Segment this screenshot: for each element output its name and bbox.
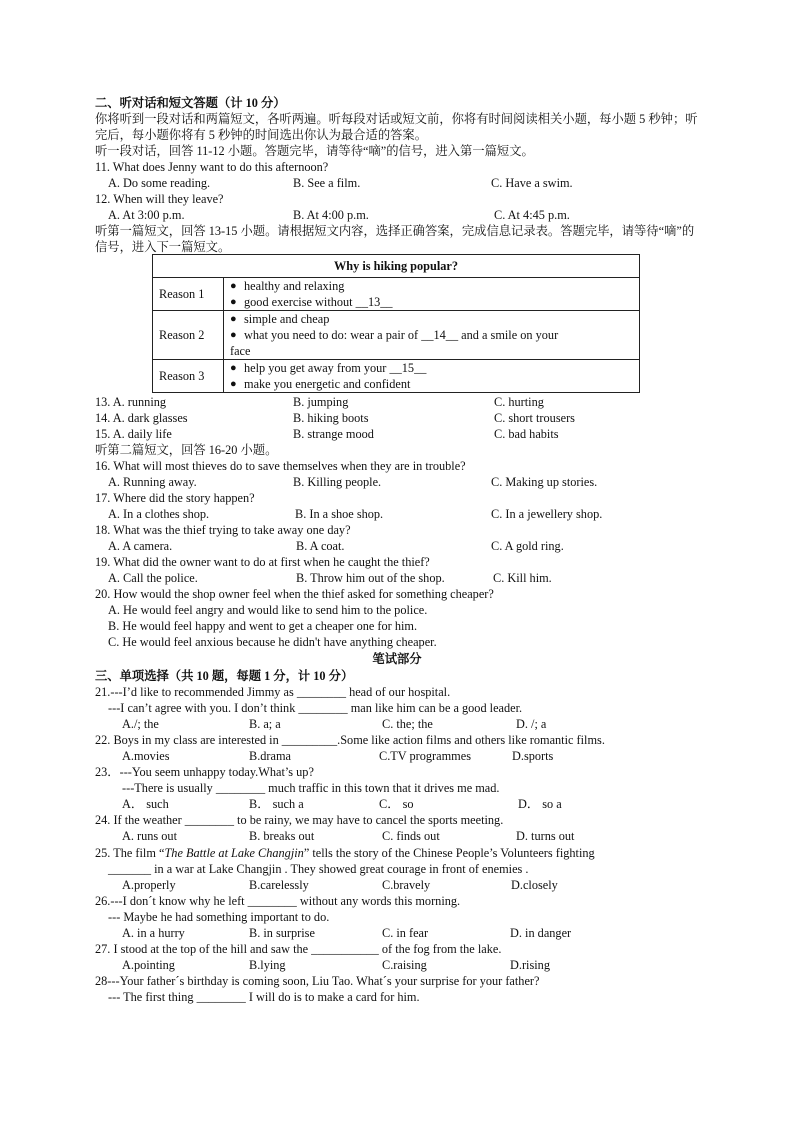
option-23c: C． so (379, 797, 414, 811)
option-13a: 13. A. running (95, 395, 167, 409)
option-21c: C. the; the (382, 717, 433, 731)
option-26d: D. in danger (510, 926, 572, 940)
option-19c: C. Kill him. (493, 571, 552, 585)
option-27d: D.rising (510, 958, 550, 972)
option-27c: C.raising (382, 958, 427, 972)
option-22b: B.drama (249, 749, 292, 763)
bullet-item: ● help you get away from your __15__ (230, 360, 633, 376)
part1-instruction: 听一段对话，回答 11-12 小题。答题完毕，请等待“嘀”的信号，进入第一篇短文。 (95, 144, 534, 158)
question-28-line2: --- The first thing ________ I will do is to make a card for him. (108, 990, 420, 1004)
option-20a: A. He would feel angry and would like to send him to the police. (108, 603, 428, 617)
question-11: 11. What does Jenny want to do this afternoon? (95, 160, 329, 174)
option-18c: C. A gold ring. (491, 539, 564, 553)
option-18b: B. A coat. (296, 539, 345, 553)
question-17: 17. Where did the story happen? (95, 491, 255, 505)
option-15c: C. bad habits (494, 427, 559, 441)
option-25d: D.closely (511, 878, 558, 892)
option-21a: A./; the (122, 717, 159, 731)
question-25-post: ” tells the story of the Chinese People’s Volunteers fighting (303, 846, 595, 860)
question-25-line2: _______ in a war at Lake Changjin . They showed great courage in front of enemies . (108, 862, 529, 876)
option-14c: C. short trousers (494, 411, 575, 425)
option-13c: C. hurting (494, 395, 544, 409)
question-16: 16. What will most thieves do to save themselves when they are in trouble? (95, 459, 466, 473)
bullet-item: ● good exercise without __13__ (230, 294, 633, 310)
question-23: 23．---You seem unhappy today.What’s up? (95, 765, 314, 779)
question-21: 21.---I’d like to recommended Jimmy as ________ head of our hospital. (95, 685, 451, 699)
question-25-pre: 25. The film “ (95, 846, 165, 860)
reason-label: Reason 1 (153, 278, 224, 311)
option-24b: B. breaks out (249, 829, 315, 843)
question-18: 18. What was the thief trying to take away one day? (95, 523, 351, 537)
option-26c: C. in fear (382, 926, 429, 940)
option-17a: A. In a clothes shop. (108, 507, 210, 521)
bullet-continuation: face (230, 344, 251, 358)
option-13b: B. jumping (293, 395, 349, 409)
question-27: 27. I stood at the top of the hill and saw the ___________ of the fog from the lake. (95, 942, 502, 956)
option-26b: B. in surprise (249, 926, 315, 940)
question-12: 12. When will they leave? (95, 192, 224, 206)
option-16c: C. Making up stories. (491, 475, 598, 489)
question-26-line2: --- Maybe he had something important to do. (108, 910, 330, 924)
option-25c: C.bravely (382, 878, 431, 892)
option-12c: C. At 4:45 p.m. (494, 208, 570, 222)
option-21d: D. /; a (516, 717, 547, 731)
section3-title: 三、单项选择（共 10 题，每题 1 分，计 10 分） (95, 669, 354, 683)
option-12b: B. At 4:00 p.m. (293, 208, 369, 222)
option-24a: A. runs out (122, 829, 177, 843)
question-22: 22. Boys in my class are interested in _________.Some like action films and others like romantic films. (95, 733, 605, 747)
option-27a: A.pointing (122, 958, 175, 972)
question-24: 24. If the weather ________ to be rainy, we may have to cancel the sports meeting. (95, 813, 504, 827)
part3-instruction: 听第二篇短文，回答 16-20 小题。 (95, 443, 278, 457)
option-20c: C. He would feel anxious because he didn't have anything cheaper. (108, 635, 437, 649)
hiking-table (152, 254, 640, 393)
table-row (153, 311, 640, 360)
table-title: Why is hiking popular? (153, 255, 640, 278)
option-25a: A.properly (122, 878, 176, 892)
option-22d: D.sports (512, 749, 554, 763)
option-24d: D. turns out (516, 829, 575, 843)
film-title: The Battle at Lake Changjin (164, 846, 304, 860)
part2-instruction: 听第一篇短文，回答 13-15 小题。请根据短文内容，选择正确答案，完成信息记录表。答题完毕，请等待“嘀”的信号，进入下一篇短文。 (95, 224, 695, 254)
option-21b: B. a; a (249, 717, 281, 731)
option-24c: C. finds out (382, 829, 440, 843)
option-25b: B.carelessly (249, 878, 309, 892)
option-18a: A. A camera. (108, 539, 173, 553)
section-title: 二、听对话和短文答题（计 10 分） (95, 96, 286, 110)
option-22c: C.TV programmes (379, 749, 471, 763)
option-16b: B. Killing people. (293, 475, 382, 489)
option-23d: D． so a (518, 797, 562, 811)
question-23-line2: ---There is usually ________ much traffic in this town that it drives me mad. (122, 781, 500, 795)
reason-label: Reason 2 (153, 311, 224, 360)
question-26: 26.---I don´t know why he left ________ without any words this morning. (95, 894, 461, 908)
question-20: 20. How would the shop owner feel when the thief asked for something cheaper? (95, 587, 494, 601)
option-22a: A.movies (122, 749, 170, 763)
option-19b: B. Throw him out of the shop. (296, 571, 445, 585)
option-14a: 14. A. dark glasses (95, 411, 188, 425)
option-11c: C. Have a swim. (491, 176, 573, 190)
written-part-heading: 笔试部分 (372, 652, 422, 666)
bullet-item: ● make you energetic and confident (230, 376, 633, 392)
option-27b: B.lying (249, 958, 286, 972)
option-23a: A． such (122, 797, 169, 811)
option-20b: B. He would feel happy and went to get a cheaper one for him. (108, 619, 418, 633)
option-15a: 15. A. daily life (95, 427, 172, 441)
question-19: 19. What did the owner want to do at first when he caught the thief? (95, 555, 430, 569)
question-25 (95, 845, 595, 861)
option-11a: A. Do some reading. (108, 176, 211, 190)
question-28: 28---Your father´s birthday is coming soon, Liu Tao. What´s your surprise for your father? (95, 974, 540, 988)
option-19a: A. Call the police. (108, 571, 198, 585)
table-row (153, 278, 640, 311)
section-intro: 你将听到一段对话和两篇短文，各听两遍。听每段对话或短文前，你将有时间阅读相关小题，每小题 5 秒钟；听完后，每小题你将有 5 秒钟的时间选出你认为最合适的答案。 (95, 112, 698, 142)
option-23b: B． such a (249, 797, 304, 811)
option-12a: A. At 3:00 p.m. (108, 208, 185, 222)
option-26a: A. in a hurry (122, 926, 185, 940)
option-16a: A. Running away. (108, 475, 197, 489)
option-17c: C. In a jewellery shop. (491, 507, 603, 521)
bullet-item: ● healthy and relaxing (230, 278, 633, 294)
option-17b: B. In a shoe shop. (295, 507, 384, 521)
option-14b: B. hiking boots (293, 411, 369, 425)
bullet-item: ● simple and cheap (230, 311, 633, 327)
question-21-line2: ---I can’t agree with you. I don’t think ________ man like him can be a good leader. (108, 701, 523, 715)
reason-label: Reason 3 (153, 360, 224, 393)
table-row (153, 360, 640, 393)
option-15b: B. strange mood (293, 427, 374, 441)
bullet-item: ● what you need to do: wear a pair of __14__ and a smile on your (230, 327, 633, 343)
option-11b: B. See a film. (293, 176, 361, 190)
